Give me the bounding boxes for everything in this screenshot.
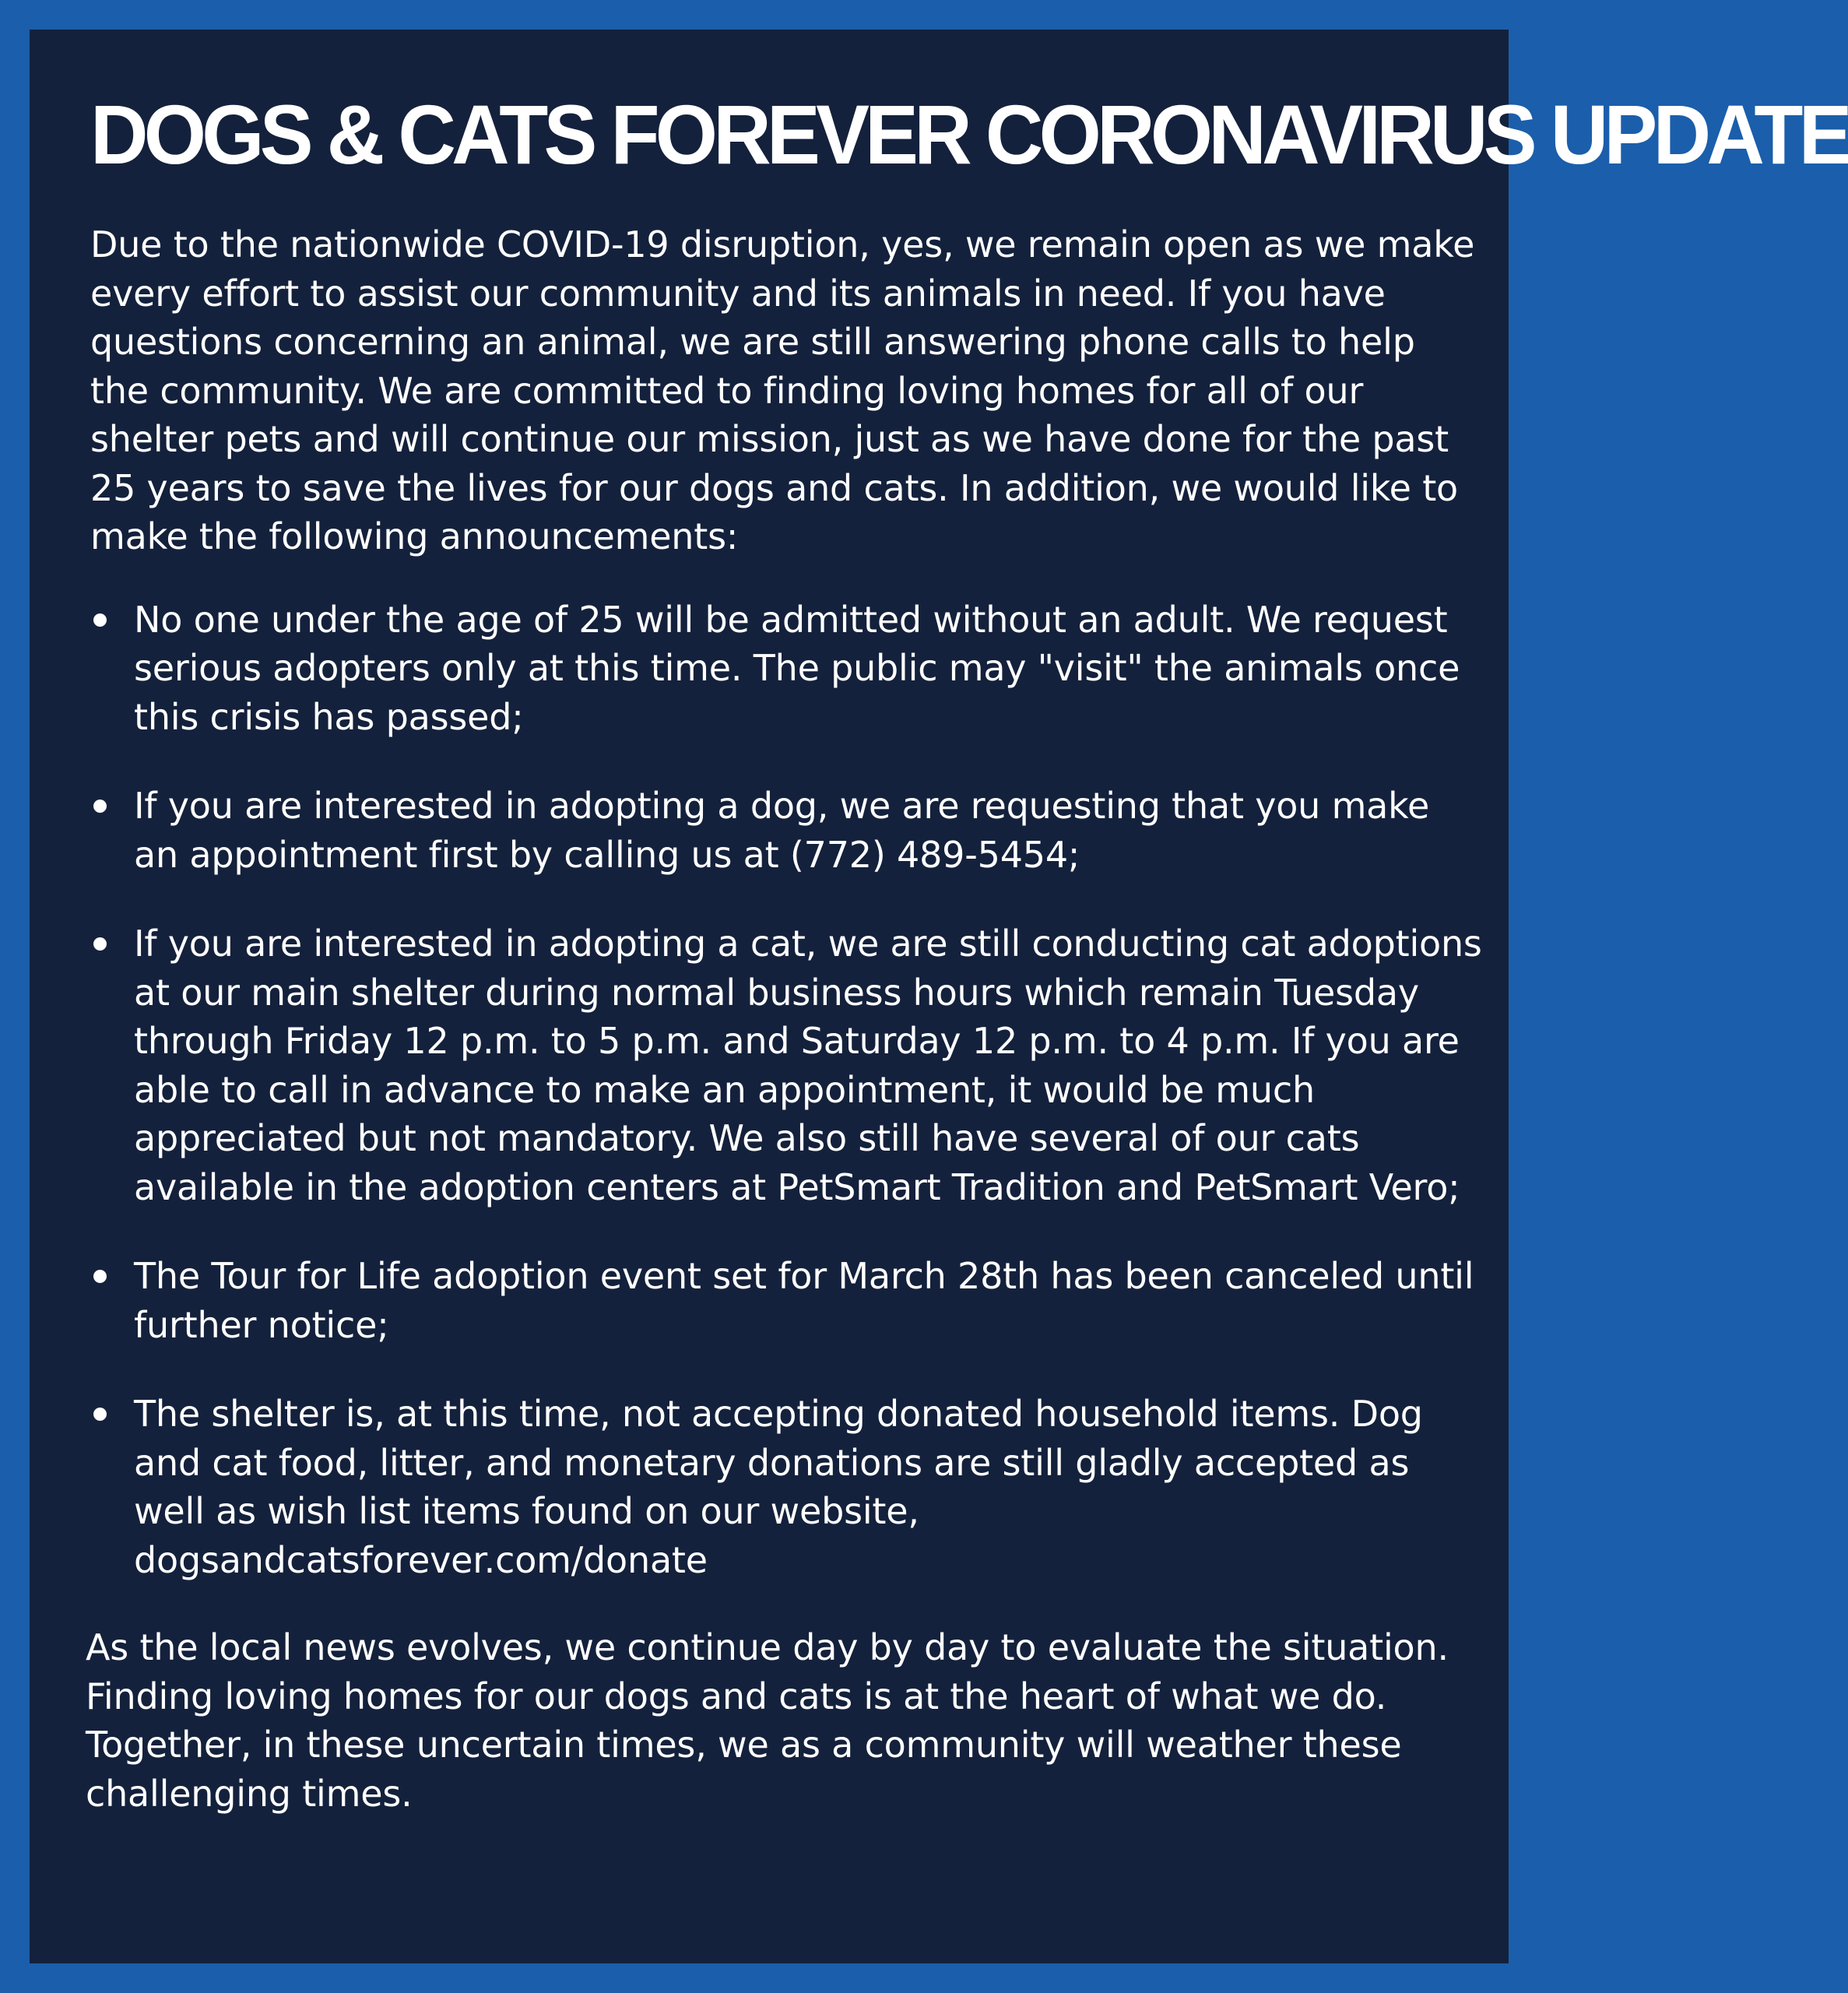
page-title: DOGS & CATS FOREVER CORONAVIRUS UPDATE <box>90 87 1848 181</box>
announcement-panel <box>30 30 1848 1963</box>
list-item-text: If you are interested in adopting a dog, we are requesting that you make an appointment first by calling us at (772) 489-5454; <box>134 785 1430 876</box>
bullet-icon <box>93 937 107 951</box>
announcement-body <box>86 220 1484 1818</box>
announcement-list <box>90 596 1484 1585</box>
list-item-text: No one under the age of 25 will be admitted without an adult. We request serious adopters only at this time. The public may "visit" the animals once this crisis has passed; <box>134 598 1460 738</box>
list-item <box>90 1252 1484 1349</box>
list-item <box>90 596 1484 742</box>
closing-paragraph: As the local news evolves, we continue day by day to evaluate the situation. Finding loving homes for our dogs and cats is at the heart of what we do. Together, in these uncertain times, we as a community will weather these challenging times. <box>86 1626 1449 1815</box>
list-item-text: The shelter is, at this time, not accepting donated household items. Dog and cat food, litter, and monetary donations are still gladly accepted as well as wish list items found on our website, dogsandcatsforever.com/donate <box>134 1393 1423 1581</box>
list-item <box>90 782 1484 879</box>
list-item-text: The Tour for Life adoption event set for March 28th has been canceled until further notice; <box>134 1255 1474 1346</box>
list-item <box>90 1390 1484 1584</box>
bullet-icon <box>93 1270 107 1283</box>
bullet-icon <box>93 613 107 627</box>
list-item-text: If you are interested in adopting a cat, we are still conducting cat adoptions at our main shelter during normal business hours which remain Tuesday through Friday 12 p.m. to 5 p.m. and Saturday 12 p.m. to 4 p.m. If you are able to call in advance to make an appointment, it would be much appreciated but not mandatory. We also still have several of our cats available in the adoption centers at PetSmart Tradition and PetSmart Vero; <box>134 923 1482 1208</box>
bullet-icon <box>93 800 107 813</box>
intro-paragraph: Due to the nationwide COVID-19 disruption, yes, we remain open as we make every effort to assist our community and its animals in need. If you have questions concerning an animal, we are still answering phone calls to help the community. We are committed to finding loving homes for all of our shelter pets and will continue our mission, just as we have done for the past 25 years to save the lives for our dogs and cats. In addition, we would like to make the following announcements: <box>90 223 1475 557</box>
list-item <box>90 919 1484 1211</box>
bullet-icon <box>93 1408 107 1421</box>
